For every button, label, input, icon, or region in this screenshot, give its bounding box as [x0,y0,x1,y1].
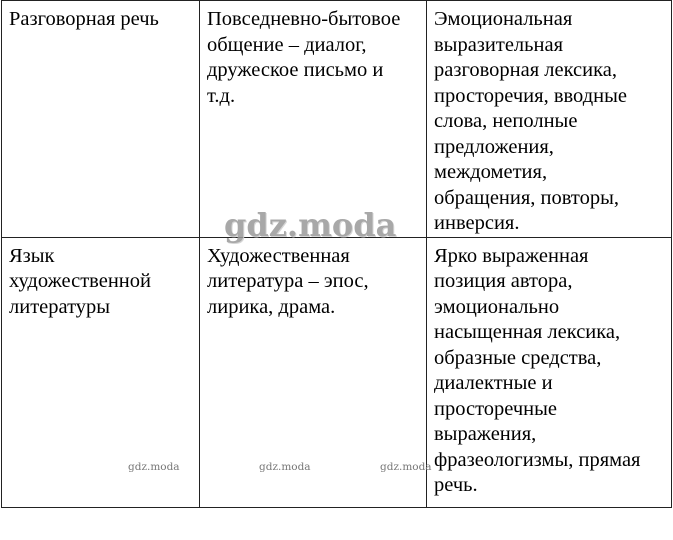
watermark-small: gdz.moda [259,461,311,473]
watermark-small: gdz.moda [380,461,432,473]
table-cell-features [427,237,672,507]
cell-text: Повседневно-бытовое общение – диалог, дружеское письмо и т.д. [207,8,401,107]
cell-text: Художественная литература – эпос, лирика, драма. [207,244,369,318]
table-row [2,1,672,238]
styles-table [1,0,672,508]
table-row [2,237,672,507]
table-cell-sphere [200,237,427,507]
watermark-small: gdz.moda [128,461,180,473]
cell-text: Ярко выраженная позиция автора, эмоционально насыщенная лексика, образные средства, диалектные и просторечные выражения, фразеологизмы, прямая речь. [434,244,641,496]
table-cell-style-name [2,237,200,507]
watermark-main: gdz.moda [224,206,397,244]
table-cell-features [427,1,672,238]
table-cell-style-name [2,1,200,238]
cell-text: Эмоциональная выразительная разговорная лексика, просторечия, вводные слова, неполные предложения, междометия, обращения, повторы, инверсия. [434,8,627,234]
cell-text: Язык художественной литературы [9,244,151,318]
table-cell-sphere [200,1,427,238]
cell-text: Разговорная речь [9,8,159,30]
